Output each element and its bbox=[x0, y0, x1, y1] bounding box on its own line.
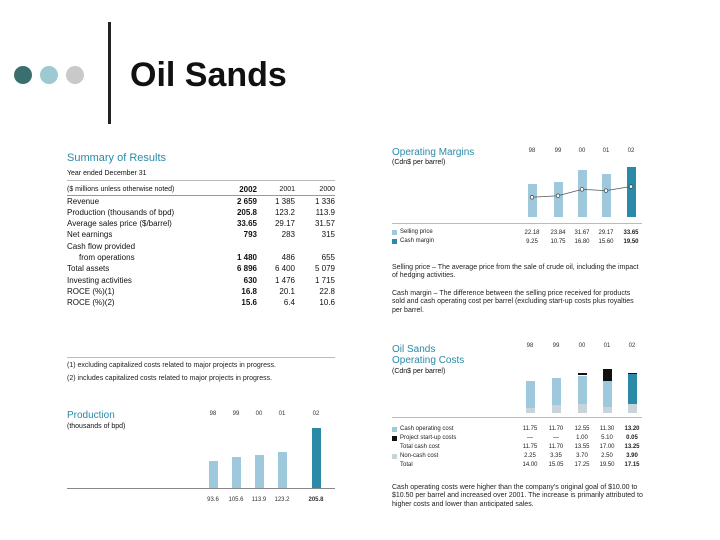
margins-def-cash: Cash margin – The difference between the selling price received for products sold and cash operating cost per barrel (excluding start-up costs plus royalties per barrel. bbox=[392, 290, 634, 314]
costs-row-label: Cash operating cost bbox=[400, 426, 454, 432]
cell: 20.1 bbox=[279, 286, 295, 296]
summary-year: 2000 bbox=[319, 185, 335, 193]
costs-cell: 2.50 bbox=[601, 453, 613, 459]
margins-year-label: 98 bbox=[528, 148, 536, 154]
note-text: excluding capitalized costs related to major projects in progress. bbox=[77, 362, 276, 369]
cell: 6 896 bbox=[236, 264, 257, 274]
costs-cell: 3.35 bbox=[550, 453, 562, 459]
table-row bbox=[67, 286, 335, 297]
cell bbox=[217, 240, 257, 251]
cell: 6 400 bbox=[274, 264, 295, 274]
costs-bar-noncash bbox=[603, 407, 612, 413]
table-row bbox=[67, 240, 335, 251]
legend-label-selling: Selling price bbox=[400, 229, 433, 235]
production-value-label: 105.6 bbox=[228, 497, 244, 503]
summary-header-row bbox=[67, 184, 335, 195]
note-text: includes capitalized costs related to major projects in progress. bbox=[77, 375, 273, 382]
production-bar bbox=[312, 428, 321, 488]
note-mark: (1) bbox=[67, 362, 76, 369]
bullet-dot-grey bbox=[66, 66, 84, 84]
costs-bar-cash bbox=[628, 374, 637, 404]
costs-bar-cash bbox=[603, 381, 612, 407]
cell: 630 bbox=[243, 275, 257, 285]
production-value-label: 205.8 bbox=[308, 497, 324, 503]
table-row bbox=[67, 252, 335, 263]
production-bar bbox=[278, 452, 287, 488]
legend-swatch-selling bbox=[392, 230, 397, 235]
cell: 5 079 bbox=[314, 264, 335, 274]
table-row bbox=[67, 218, 335, 229]
row-label: Cash flow provided bbox=[67, 241, 136, 251]
margins-cash-value: 16.80 bbox=[574, 239, 590, 245]
summary-col-note: ($ millions unless otherwise noted) bbox=[67, 185, 175, 193]
costs-bar-cash bbox=[526, 381, 535, 408]
cell: 283 bbox=[281, 230, 295, 240]
production-year-label: 01 bbox=[278, 411, 286, 417]
costs-cell: 3.70 bbox=[576, 453, 588, 459]
costs-bar-startup bbox=[578, 373, 587, 375]
costs-bar-noncash bbox=[628, 404, 637, 413]
title-divider bbox=[108, 22, 111, 124]
table-row bbox=[67, 195, 335, 206]
costs-note: Cash operating costs were higher than the company's original goal of $10.00 to $10.50 per barrel and increased over 2001. The increase is primarily attributed to higher costs and lower than anticipated sales. bbox=[392, 484, 643, 508]
cell: 6.4 bbox=[283, 298, 295, 308]
costs-cell: — bbox=[553, 435, 559, 441]
costs-bar-cash bbox=[552, 378, 561, 405]
costs-cell: 0.05 bbox=[626, 435, 638, 441]
table-row bbox=[67, 229, 335, 240]
cell: 1 480 bbox=[236, 252, 257, 262]
summary-rule-bottom bbox=[67, 357, 335, 358]
margins-selling-value: 22.18 bbox=[524, 230, 540, 236]
margins-cash-value: 15.60 bbox=[598, 239, 614, 245]
costs-cell: 13.55 bbox=[574, 444, 590, 450]
summary-table bbox=[67, 184, 335, 308]
costs-cell: 19.50 bbox=[599, 462, 615, 468]
costs-cell: 5.10 bbox=[601, 435, 613, 441]
row-label: from operations bbox=[79, 252, 135, 262]
costs-year-label: 00 bbox=[578, 343, 586, 349]
table-row bbox=[67, 207, 335, 218]
cell: 486 bbox=[281, 252, 295, 262]
bullet-dot-dark bbox=[14, 66, 32, 84]
costs-row-label: Total cash cost bbox=[400, 444, 440, 450]
costs-bar-startup bbox=[628, 373, 637, 374]
costs-cell: 17.00 bbox=[599, 444, 615, 450]
row-label: ROCE (%)(1) bbox=[67, 286, 115, 296]
summary-year: 2002 bbox=[239, 184, 257, 194]
costs-legend-swatch bbox=[392, 436, 397, 441]
cell: 2 659 bbox=[217, 195, 257, 206]
summary-subheading: Year ended December 31 bbox=[67, 170, 147, 177]
production-bar bbox=[209, 461, 218, 488]
costs-cell: 11.75 bbox=[522, 444, 538, 450]
cell: 29.17 bbox=[274, 219, 295, 229]
cell: 1 336 bbox=[295, 195, 335, 206]
row-label: Average sales price ($/barrel) bbox=[67, 219, 172, 229]
costs-row-label: Total bbox=[400, 462, 413, 468]
note-mark: (2) bbox=[67, 375, 76, 382]
production-heading: Production bbox=[67, 410, 115, 421]
costs-cell: 11.75 bbox=[522, 426, 538, 432]
cell bbox=[295, 240, 335, 251]
costs-bar-startup bbox=[603, 369, 612, 381]
production-value-label: 113.9 bbox=[251, 497, 267, 503]
margins-year-label: 01 bbox=[602, 148, 610, 154]
costs-cell: 11.70 bbox=[548, 444, 564, 450]
costs-bar-noncash bbox=[578, 404, 587, 413]
production-subheading: (thousands of bpd) bbox=[67, 423, 126, 430]
cell: 1 385 bbox=[257, 195, 295, 206]
cell: 123.2 bbox=[274, 207, 295, 217]
costs-subheading: (Cdn$ per barrel) bbox=[392, 368, 446, 375]
bullet-dot-light bbox=[40, 66, 58, 84]
cell: 16.8 bbox=[241, 286, 257, 296]
legend-label-margin: Cash margin bbox=[400, 238, 435, 244]
costs-cell: 17.25 bbox=[574, 462, 590, 468]
costs-cell: 13.20 bbox=[624, 426, 640, 432]
production-value-label: 93.6 bbox=[207, 497, 219, 503]
summary-note bbox=[67, 375, 337, 383]
cell: 15.6 bbox=[241, 298, 257, 308]
row-label: Investing activities bbox=[67, 275, 132, 285]
costs-bar-noncash bbox=[526, 408, 535, 413]
margins-year-label: 02 bbox=[627, 148, 635, 154]
margins-bar-selling bbox=[528, 184, 537, 217]
row-label: Total assets bbox=[67, 264, 110, 274]
production-year-label: 02 bbox=[312, 411, 320, 417]
costs-bar-noncash bbox=[552, 405, 561, 413]
table-row bbox=[67, 263, 335, 274]
costs-cell: 3.90 bbox=[626, 453, 638, 459]
cell: 655 bbox=[321, 252, 335, 262]
row-label: Revenue bbox=[67, 195, 217, 206]
cell bbox=[257, 240, 295, 251]
costs-legend-swatch bbox=[392, 454, 397, 459]
cell: 1 476 bbox=[274, 275, 295, 285]
cell: 793 bbox=[243, 230, 257, 240]
cell: 10.6 bbox=[319, 298, 335, 308]
production-baseline bbox=[67, 488, 335, 489]
costs-cell: 11.30 bbox=[599, 426, 615, 432]
costs-heading-2: Operating Costs bbox=[392, 355, 465, 366]
costs-year-label: 98 bbox=[526, 343, 534, 349]
margins-heading: Operating Margins bbox=[392, 147, 475, 158]
costs-row-label: Project start-up costs bbox=[400, 435, 457, 441]
costs-cell: 11.70 bbox=[548, 426, 564, 432]
costs-heading-1: Oil Sands bbox=[392, 344, 436, 355]
costs-cell: 17.15 bbox=[624, 462, 640, 468]
margins-year-label: 99 bbox=[554, 148, 562, 154]
margins-bar-selling bbox=[578, 170, 587, 217]
cell: 22.8 bbox=[319, 286, 335, 296]
costs-year-label: 02 bbox=[628, 343, 636, 349]
summary-heading: Summary of Results bbox=[67, 152, 167, 164]
costs-rule bbox=[392, 417, 642, 418]
summary-rule-top bbox=[67, 180, 335, 181]
margins-subheading: (Cdn$ per barrel) bbox=[392, 159, 446, 166]
margins-selling-value: 31.67 bbox=[574, 230, 590, 236]
margins-bar-selling bbox=[602, 174, 611, 217]
costs-cell: — bbox=[527, 435, 533, 441]
row-label: Net earnings bbox=[67, 230, 113, 240]
margins-cash-value: 19.50 bbox=[623, 239, 639, 245]
margins-cash-value: 10.75 bbox=[550, 239, 566, 245]
cell: 33.65 bbox=[236, 219, 257, 229]
margins-selling-value: 23.84 bbox=[550, 230, 566, 236]
costs-legend-swatch bbox=[392, 427, 397, 432]
table-row bbox=[67, 297, 335, 308]
margins-selling-value: 29.17 bbox=[598, 230, 614, 236]
costs-cell: 13.25 bbox=[624, 444, 640, 450]
cell: 315 bbox=[321, 230, 335, 240]
cell: 113.9 bbox=[315, 207, 335, 217]
row-label: ROCE (%)(2) bbox=[67, 298, 115, 308]
summary-year: 2001 bbox=[279, 185, 295, 193]
costs-row-label: Non-cash cost bbox=[400, 453, 439, 459]
slide-title: Oil Sands bbox=[130, 56, 287, 94]
costs-cell: 2.25 bbox=[524, 453, 536, 459]
costs-bar-cash bbox=[578, 376, 587, 405]
margins-def-selling: Selling price – The average price from the sale of crude oil, including the impact of hedging activities. bbox=[392, 264, 639, 280]
costs-year-label: 01 bbox=[603, 343, 611, 349]
cell: 1 715 bbox=[314, 275, 335, 285]
costs-cell: 12.55 bbox=[574, 426, 590, 432]
margins-cash-value: 9.25 bbox=[526, 239, 538, 245]
production-bar bbox=[232, 457, 241, 488]
costs-year-label: 99 bbox=[552, 343, 560, 349]
production-year-label: 98 bbox=[209, 411, 217, 417]
margins-bar-selling bbox=[627, 167, 636, 217]
costs-cell: 14.00 bbox=[522, 462, 538, 468]
summary-note bbox=[67, 362, 337, 370]
cell: 31.57 bbox=[314, 219, 335, 229]
table-row bbox=[67, 274, 335, 285]
legend-swatch-margin bbox=[392, 239, 397, 244]
row-label: Production (thousands of bpd) bbox=[67, 207, 175, 217]
margins-rule bbox=[392, 223, 642, 224]
production-year-label: 00 bbox=[255, 411, 263, 417]
costs-cell: 1.00 bbox=[576, 435, 588, 441]
production-year-label: 99 bbox=[232, 411, 240, 417]
cell: 205.8 bbox=[236, 207, 257, 217]
margins-year-label: 00 bbox=[578, 148, 586, 154]
costs-cell: 15.05 bbox=[548, 462, 564, 468]
margins-selling-value: 33.65 bbox=[623, 230, 639, 236]
margins-bar-selling bbox=[554, 182, 563, 217]
production-bar bbox=[255, 455, 264, 488]
production-value-label: 123.2 bbox=[274, 497, 290, 503]
